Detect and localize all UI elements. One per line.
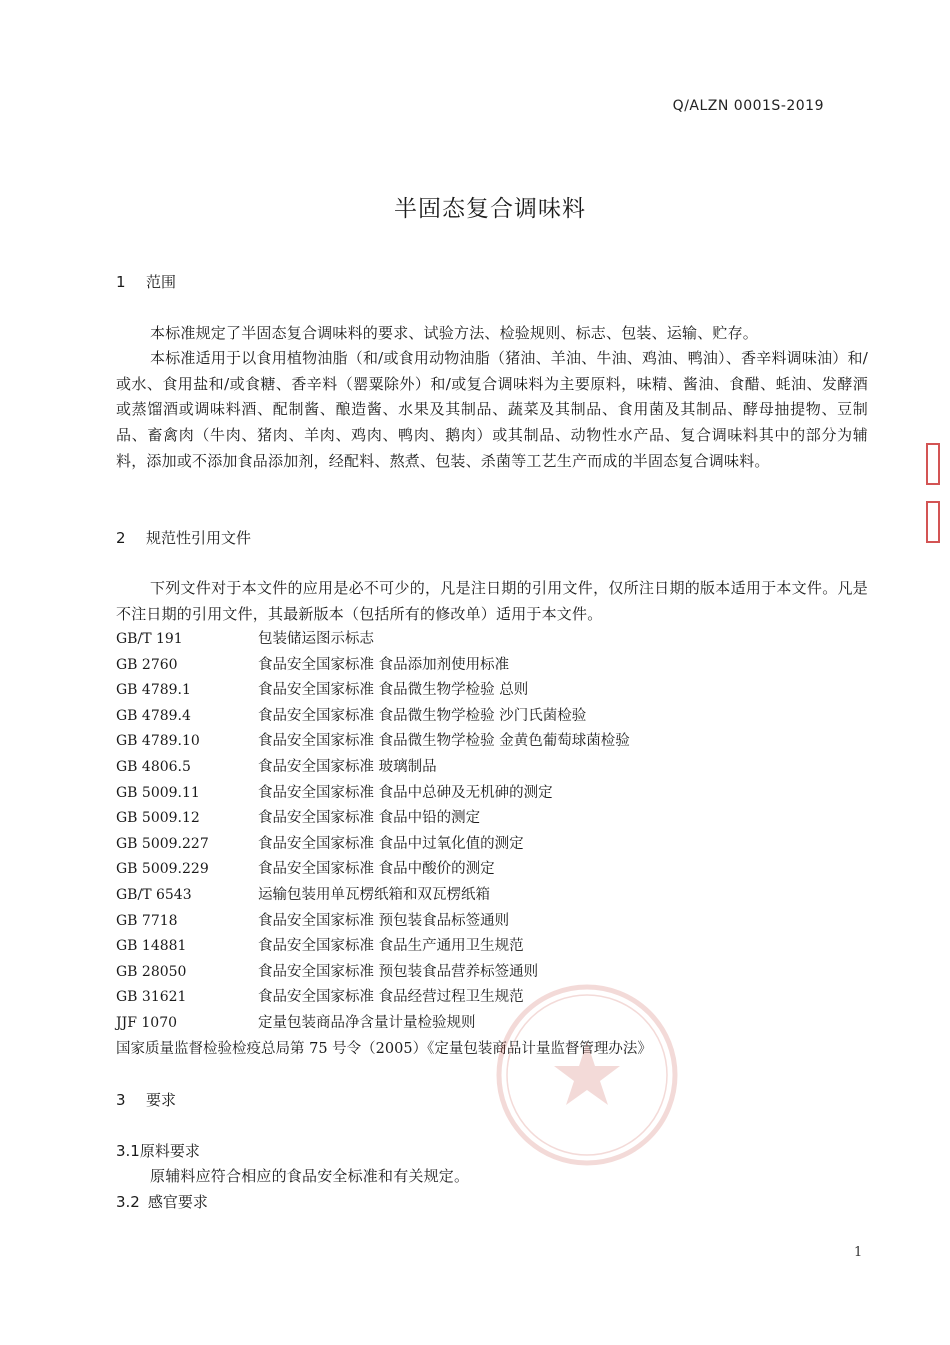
reference-code: GB 28050	[116, 963, 187, 980]
reference-title: 食品安全国家标准 预包装食品标签通则	[258, 912, 510, 929]
section-1-paragraph-1: 本标准规定了半固态复合调味料的要求、试验方法、检验规则、标志、包装、运输、贮存。	[150, 324, 759, 342]
reference-item	[116, 781, 652, 807]
reference-code: GB 4789.1	[116, 682, 191, 699]
reference-code: GB 5009.227	[116, 835, 209, 852]
section-2-heading	[116, 527, 251, 548]
reference-item	[116, 857, 652, 883]
reference-code: GB 5009.12	[116, 810, 200, 827]
section-3-1-paragraph: 原辅料应符合相应的食品安全标准和有关规定。	[150, 1167, 470, 1185]
reference-code: GB 4806.5	[116, 758, 191, 775]
reference-item	[116, 806, 652, 832]
section-2-paragraph: 下列文件对于本文件的应用是必不可少的，凡是注日期的引用文件，仅所注日期的版本适用于本文件。凡是不注日期的引用文件，其最新版本（包括所有的修改单）适用于本文件。	[116, 579, 868, 623]
reference-code: GB 31621	[116, 989, 187, 1006]
section-3-1-heading	[116, 1140, 200, 1161]
section-3-2-number: 3.2	[116, 1193, 140, 1211]
reference-code: GB 2760	[116, 656, 178, 673]
reference-code: GB 4789.10	[116, 733, 200, 750]
section-3-1-number: 3.1	[116, 1142, 140, 1160]
section-1-number: 1	[116, 273, 126, 291]
reference-code: GB 5009.229	[116, 861, 209, 878]
reference-code: GB 4789.4	[116, 707, 191, 724]
reference-item	[116, 883, 652, 909]
document-title: 半固态复合调味料	[394, 196, 586, 222]
section-3-heading	[116, 1089, 176, 1110]
reference-title: 食品安全国家标准 食品微生物学检验 沙门氏菌检验	[258, 707, 587, 724]
reference-item	[116, 755, 652, 781]
reference-item	[116, 653, 652, 679]
reference-code: JJF 1070	[116, 1014, 178, 1031]
reference-item	[116, 934, 652, 960]
section-1-paragraph-2: 本标准适用于以食用植物油脂（和/或食用动物油脂（猪油、羊油、牛油、鸡油、鸭油）、香辛料调味油）和/或水、食用盐和/或食糖、香辛料（罂粟除外）和/或复合调味料为主要原料，味精、酱油、食醋、蚝油、发酵酒或蒸馏酒或调味料酒、配制酱、酿造酱、水果及其制品、蔬菜及其制品、食用菌及其制品、酵母抽提物、豆制品、畜禽肉（牛肉、猪肉、羊肉、鸡肉、鸭肉、鹅肉）或其制品、动物性水产品、复合调味料其中的部分为辅料，添加或不添加食品添加剂，经配料、熬煮、包装、杀菌等工艺生产而成的半固态复合调味料。	[116, 349, 868, 470]
section-3-number: 3	[116, 1091, 126, 1109]
reference-code: GB/T 191	[116, 631, 183, 647]
reference-title: 定量包装商品净含量计量检验规则	[258, 1014, 476, 1031]
reference-code: GB/T 6543	[116, 886, 192, 903]
reference-item	[116, 909, 652, 935]
section-3-2-title: 感官要求	[147, 1193, 208, 1211]
section-1-title: 范围	[146, 273, 177, 291]
standard-code: Q/ALZN 0001S-2019	[672, 98, 824, 114]
reference-code: GB 7718	[116, 912, 178, 929]
reference-title: 运输包装用单瓦楞纸箱和双瓦楞纸箱	[258, 886, 490, 903]
reference-code: GB 5009.11	[116, 784, 200, 801]
section-1-heading	[116, 271, 176, 292]
reference-item	[116, 832, 652, 858]
reference-title: 食品安全国家标准 食品经营过程卫生规范	[258, 989, 524, 1006]
section-3-title: 要求	[146, 1091, 177, 1109]
reference-title: 食品安全国家标准 预包装食品营养标签通则	[258, 963, 539, 980]
section-2-title: 规范性引用文件	[146, 529, 252, 547]
reference-title: 食品安全国家标准 食品微生物学检验 金黄色葡萄球菌检验	[258, 733, 630, 750]
reference-title: 包装储运图示标志	[258, 631, 374, 647]
section-3-2-heading	[116, 1191, 208, 1212]
section-2-number: 2	[116, 529, 126, 547]
reference-title: 食品安全国家标准 食品中酸价的测定	[258, 861, 495, 878]
section-3-1-title: 原料要求	[139, 1142, 200, 1160]
reference-item	[116, 704, 652, 730]
reference-item	[116, 678, 652, 704]
reference-title: 食品安全国家标准 食品中过氧化值的测定	[258, 835, 524, 852]
reference-title: 食品安全国家标准 食品中铅的测定	[258, 810, 481, 827]
official-seal-stamp	[492, 980, 682, 1170]
reference-code: GB 14881	[116, 938, 187, 955]
reference-title: 食品安全国家标准 食品微生物学检验 总则	[258, 682, 529, 699]
reference-title: 食品安全国家标准 食品生产通用卫生规范	[258, 938, 524, 955]
edge-seal-mark	[924, 440, 942, 550]
page-number: 1	[854, 1245, 863, 1260]
reference-item	[116, 627, 652, 653]
reference-item	[116, 729, 652, 755]
reference-title: 食品安全国家标准 食品添加剂使用标准	[258, 656, 510, 673]
reference-note: 国家质量监督检验检疫总局第 75 号令（2005）《定量包装商品计量监督管理办法》	[116, 1040, 652, 1057]
reference-title: 食品安全国家标准 玻璃制品	[258, 758, 437, 775]
reference-title: 食品安全国家标准 食品中总砷及无机砷的测定	[258, 784, 553, 801]
